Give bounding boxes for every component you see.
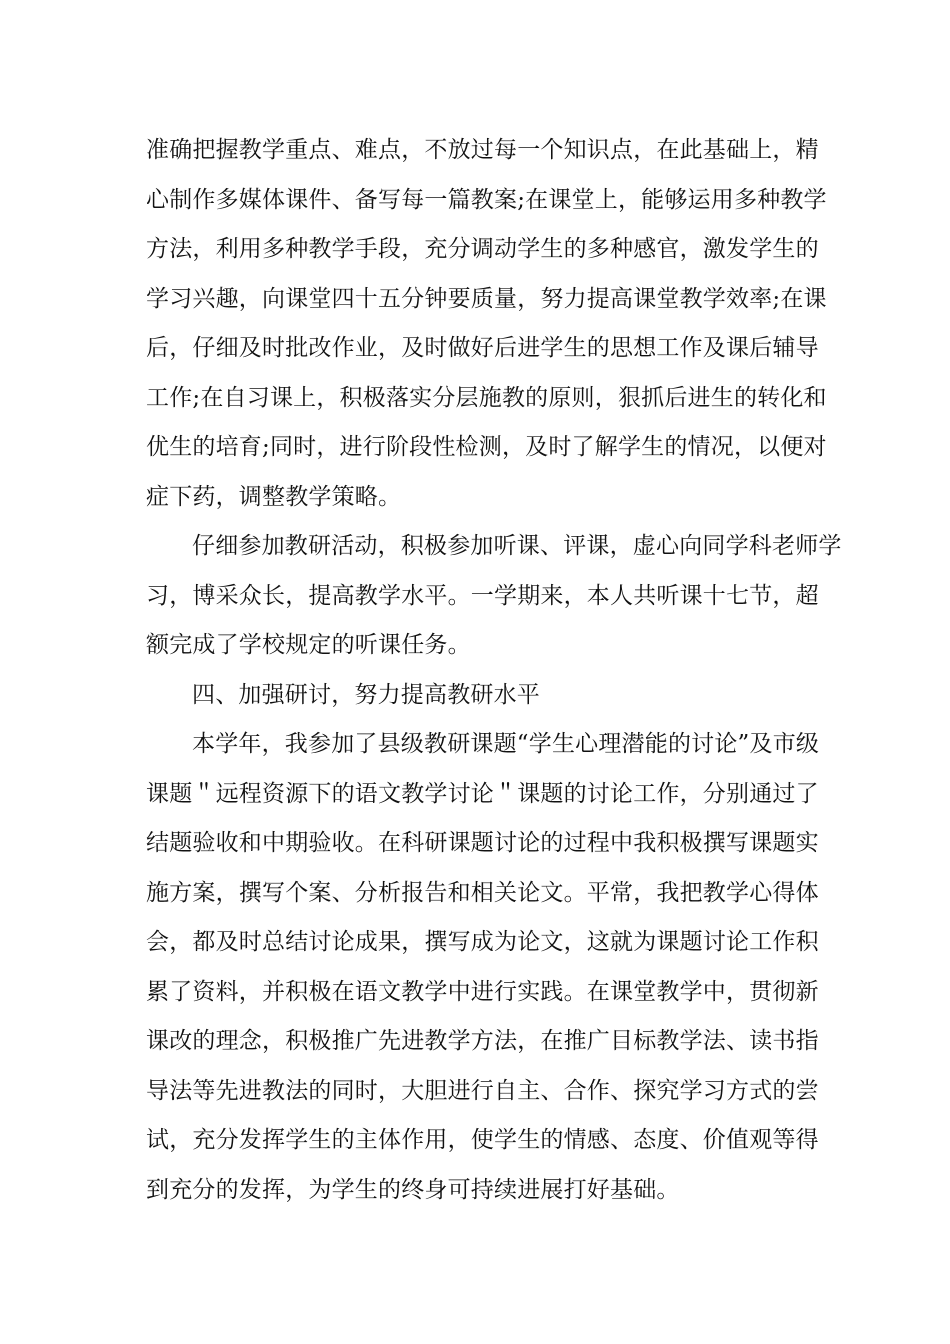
text-line: 到充分的发挥，为学生的终身可持续进展打好基础。 [146, 1176, 680, 1203]
text-line: 结题验收和中期验收。在科研课题讨论的过程中我积极撰写课题实 [146, 830, 819, 856]
text-line: 试，充分发挥学生的主体作用，使学生的情感、态度、价值观等得 [146, 1127, 819, 1153]
text-line: 会，都及时总结讨论成果，撰写成为论文，这就为课题讨论工作积 [146, 929, 819, 955]
text-line: 累了资料，并积极在语文教学中进行实践。在课堂教学中，贯彻新 [146, 978, 819, 1005]
text-line: 本学年，我参加了县级教研课题“学生心理潜能的讨论”及市级 [192, 731, 820, 757]
text-line: 额完成了学校规定的听课任务。 [146, 632, 471, 658]
paragraph-research-projects [146, 720, 820, 1215]
text-line: 习，博采众长，提高教学水平。一学期来，本人共听课十七节，超 [146, 582, 819, 609]
text-line: 症下药，调整教学策略。 [146, 483, 402, 510]
paragraph-teaching-practice [146, 126, 827, 522]
paragraph-teaching-research [146, 522, 842, 671]
text-line: 导法等先进教法的同时，大胆进行自主、合作、探究学习方式的尝 [146, 1077, 819, 1104]
text-line: 仔细参加教研活动，积极参加听课、评课，虚心向同学科老师学 [192, 533, 842, 559]
text-line: 课改的理念，积极推广先进教学方法，在推广目标教学法、读书指 [146, 1028, 819, 1054]
text-line: 施方案，撰写个案、分析报告和相关论文。平常，我把教学心得体 [146, 879, 819, 906]
text-line: 工作;在自习课上，积极落实分层施教的原则，狠抓后进生的转化和 [146, 384, 827, 411]
section-heading-text: 四、加强研讨，努力提高教研水平 [192, 681, 540, 708]
text-line: 优生的培育;同时，进行阶段性检测，及时了解学生的情况，以便对 [146, 434, 827, 460]
text-line: 后，仔细及时批改作业，及时做好后进学生的思想工作及课后辅导 [146, 335, 819, 361]
text-line: 学习兴趣，向课堂四十五分钟要质量，努力提高课堂教学效率;在课 [146, 285, 827, 312]
text-line: 课题＂远程资源下的语文教学讨论＂课题的讨论工作，分别通过了 [146, 780, 819, 807]
text-line: 方法，利用多种教学手段，充分调动学生的多种感官，激发学生的 [146, 236, 819, 262]
text-line: 准确把握教学重点、难点，不放过每一个知识点，在此基础上，精 [146, 137, 819, 163]
section-heading [146, 671, 813, 721]
text-line: 心制作多媒体课件、备写每一篇教案;在课堂上，能够运用多种教学 [146, 186, 827, 213]
